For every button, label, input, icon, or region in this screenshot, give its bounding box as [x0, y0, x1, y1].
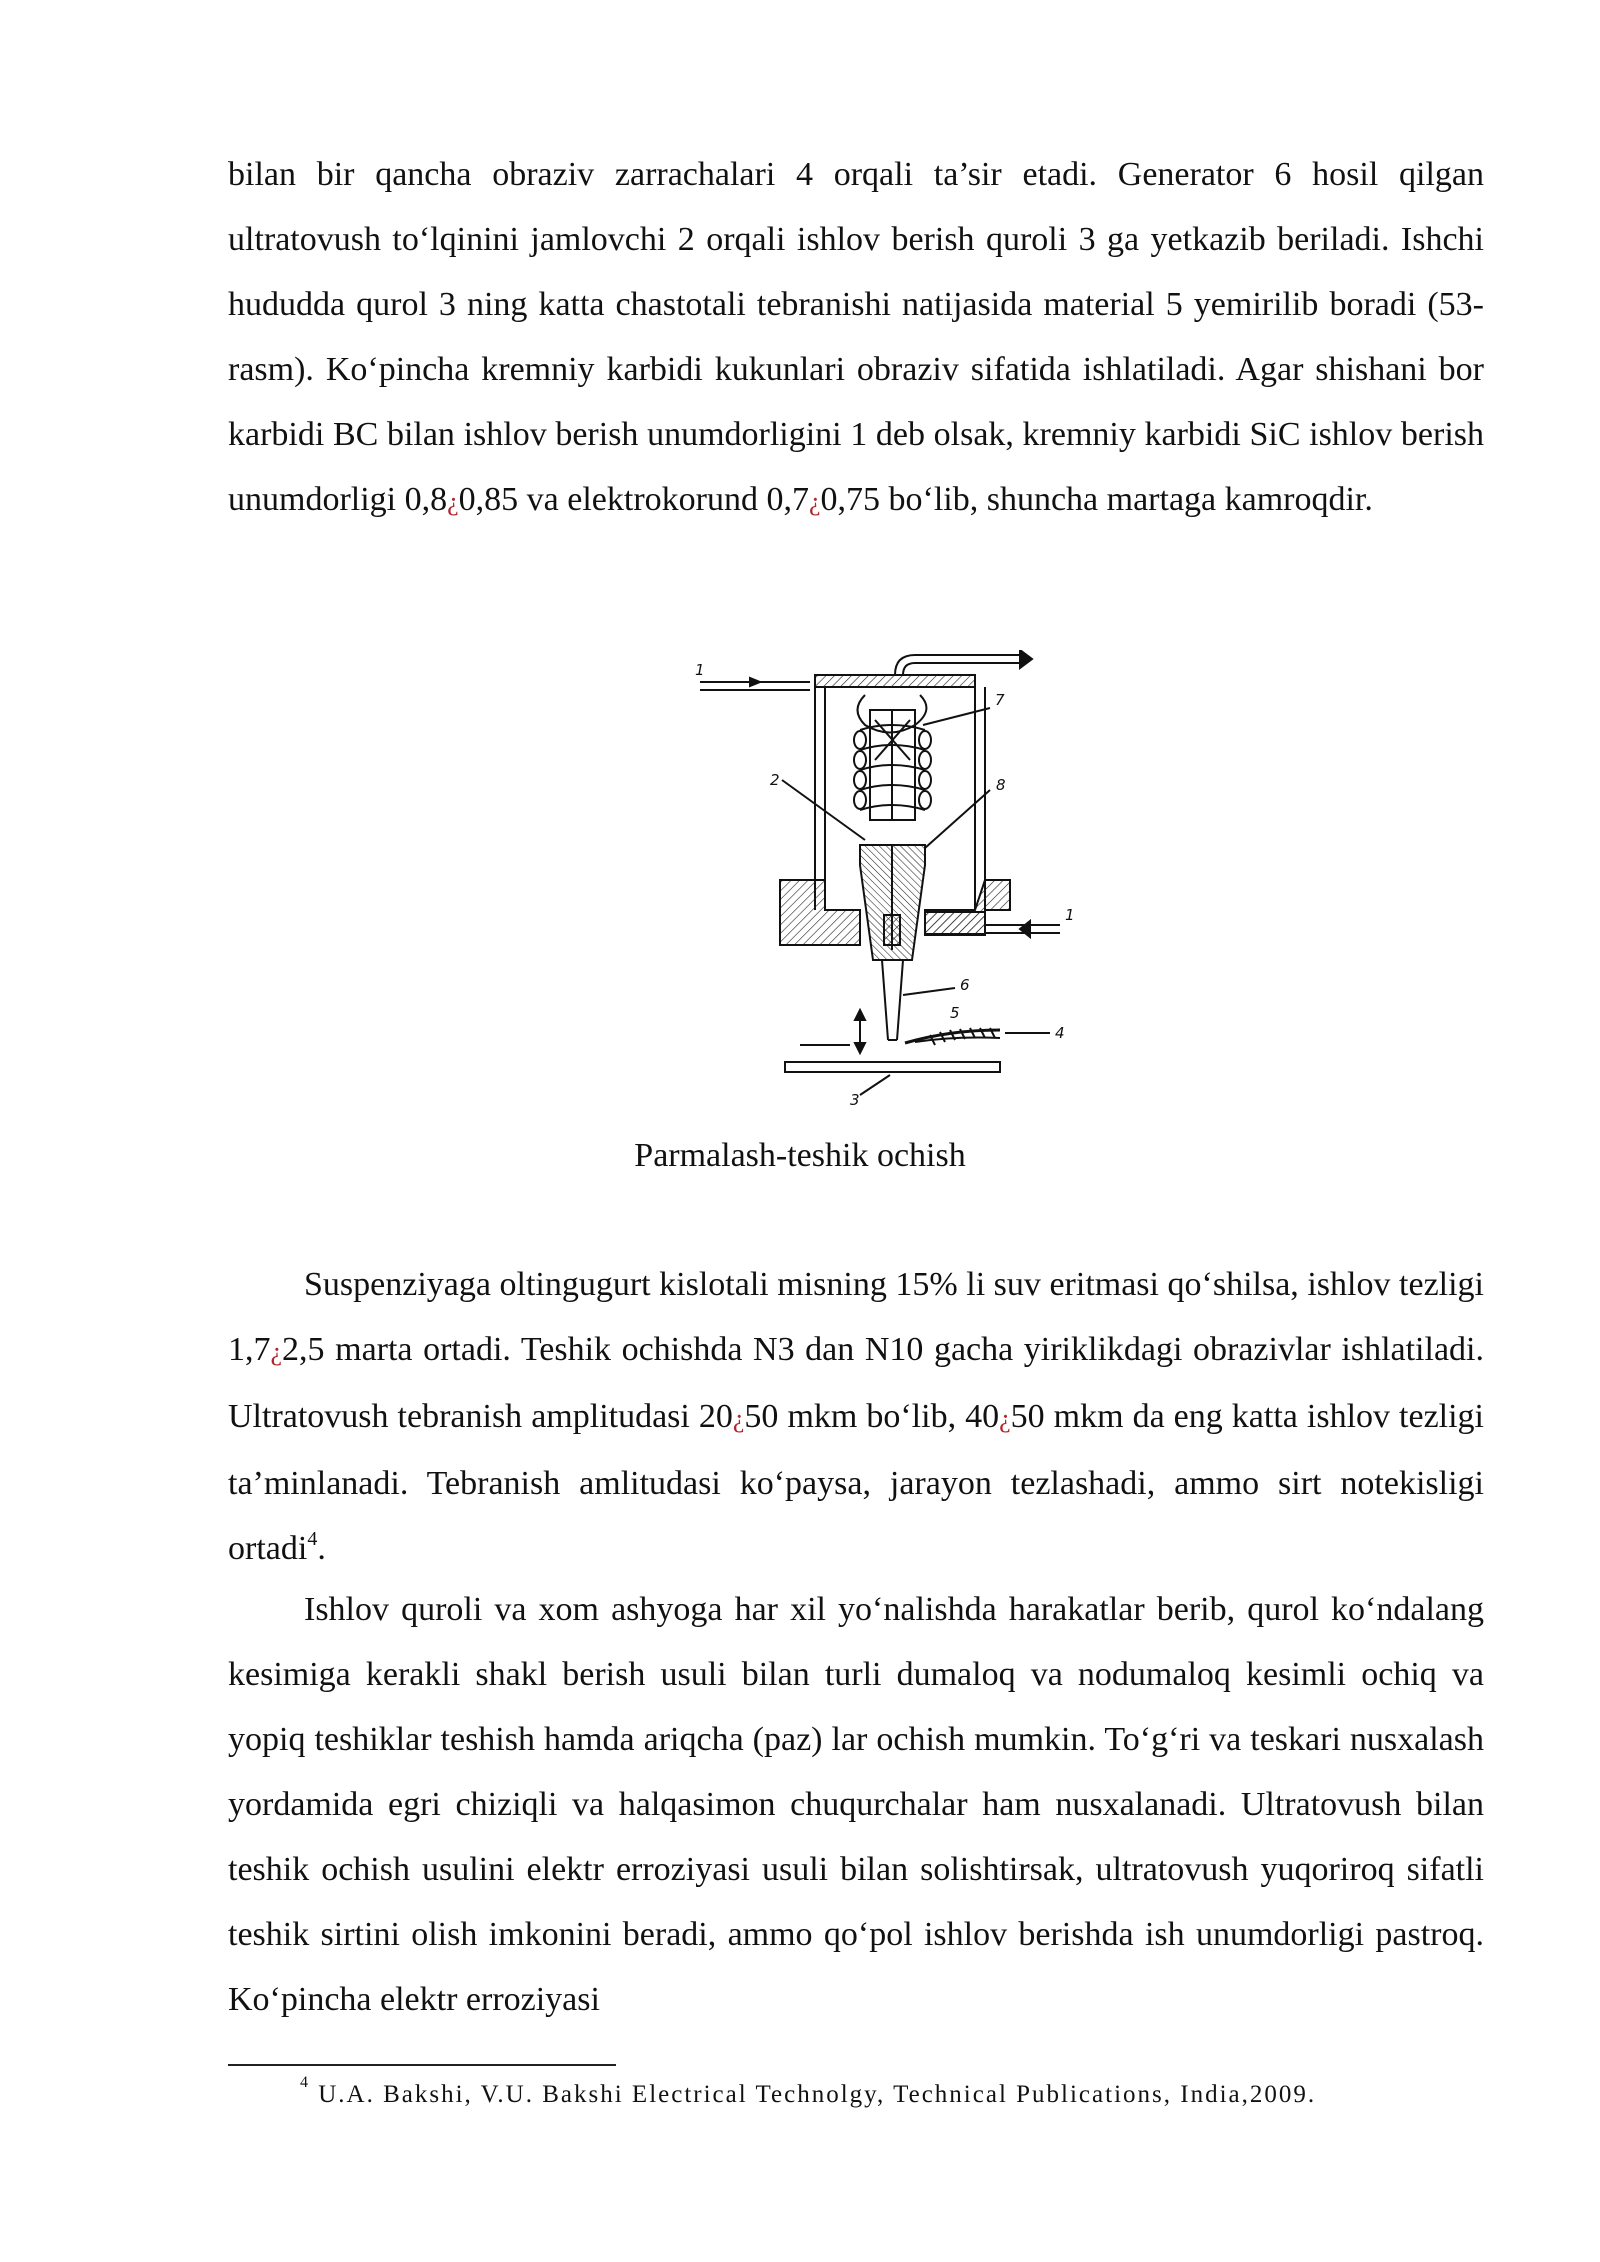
figure-caption: Parmalash-teshik ochish — [634, 1137, 966, 1174]
paragraph-2-part-3: 50 mkm bo‘lib, 40 — [744, 1398, 1000, 1435]
paragraph-1-part-1: bilan bir qancha obraziv zarrachalari 4 orqali ta’sir etadi. Generator 6 hosil qilgan ultratovush to‘lqinini jamlovchi 2 orqali ishlov berish quroli 3 ga yetkazib beriladi. Ishchi hududda qurol 3 ning katta chastotali tebranishi natijasida material 5 yemirilib boradi (53-rasm). Ko‘pincha kremniy karbidi kukunlari obraziv sifatida ishlatiladi. Agar shishani bor karbidi BC bilan ishlov berish unumdorligini 1 deb olsak, kremniy karbidi SiC ishlov berish unumdorligi 0,8 — [228, 156, 1484, 518]
footnote-divider — [228, 2064, 616, 2066]
range-separator-glyph: ¿ — [999, 1404, 1011, 1433]
figure-label-1-top: 1 — [695, 661, 705, 679]
figure-label-1-right: 1 — [1065, 906, 1075, 924]
range-separator-glyph: ¿ — [808, 487, 821, 516]
figure-label-6: 6 — [960, 976, 970, 994]
range-separator-glyph: ¿ — [447, 487, 459, 516]
footnote-reference[interactable]: 4 — [307, 1527, 318, 1550]
paragraph-2-part-5: . — [317, 1530, 326, 1567]
figure-label-5: 5 — [950, 1004, 960, 1022]
paragraph-1-part-2: 0,85 va elektrokorund 0,7 — [458, 481, 809, 518]
figure-label-4: 4 — [1055, 1024, 1065, 1042]
footnote — [300, 2075, 1316, 2115]
range-separator-glyph: ¿ — [270, 1337, 283, 1366]
paragraph-3: Ishlov quroli va xom ashyoga har xil yo‘nalishda harakatlar berib, qurol ko‘ndalang kesimiga kerakli shakl berish usuli bilan turli dumaloq va nodumaloq kesimli ochiq va yopiq teshiklar teshish hamda ariqcha (paz) lar ochish mumkin. To‘g‘ri va teskari nusxalash yordamida egri chiziqli va halqasimon chuqurchalar ham nusxalanadi. Ultratovush bilan teshik ochish usulini elektr erroziyasi usuli bilan solishtirsak, ultratovush yuqoriroq sifatli teshik sirtini olish imkonini beradi, ammo qo‘pol ishlov berishda ish unumdorligi pastroq. Ko‘pincha elektr erroziyasi — [228, 1591, 1484, 2018]
footnote-number: 4 — [300, 2073, 310, 2091]
paragraph-2-part-2: 2,5 marta ortadi. Teshik ochishda N3 dan N10 gacha yiriklikdagi obrazivlar ishlatiladi. Ultratovush tebranish amplitudasi 20 — [228, 1331, 1484, 1435]
ultrasonic-drilling-figure — [690, 650, 1110, 1110]
paragraph-1 — [228, 142, 1484, 534]
range-separator-glyph: ¿ — [732, 1404, 745, 1433]
footnote-text: U.A. Bakshi, V.U. Bakshi Electrical Technolgy, Technical Publications, India,2009. — [318, 2081, 1317, 2108]
figure-label-2: 2 — [770, 771, 780, 789]
paragraph-1-part-3: 0,75 bo‘lib, shuncha martaga kamroqdir. — [820, 481, 1373, 518]
paragraph-2 — [228, 1252, 1484, 1581]
figure-label-3: 3 — [850, 1091, 860, 1109]
figure-label-7: 7 — [995, 691, 1005, 709]
paragraph-2-part-4: 50 mkm da eng katta ishlov tezligi ta’minlanadi. Tebranish amlitudasi ko‘paysa, jarayon tezlashadi, ammo sirt notekisligi ortadi — [228, 1398, 1484, 1567]
paragraph-2-part-1: Suspenziyaga oltingugurt kislotali misning 15% li suv eritmasi qo‘shilsa, ishlov tezligi 1,7 — [228, 1266, 1484, 1368]
figure-label-8: 8 — [996, 776, 1006, 794]
